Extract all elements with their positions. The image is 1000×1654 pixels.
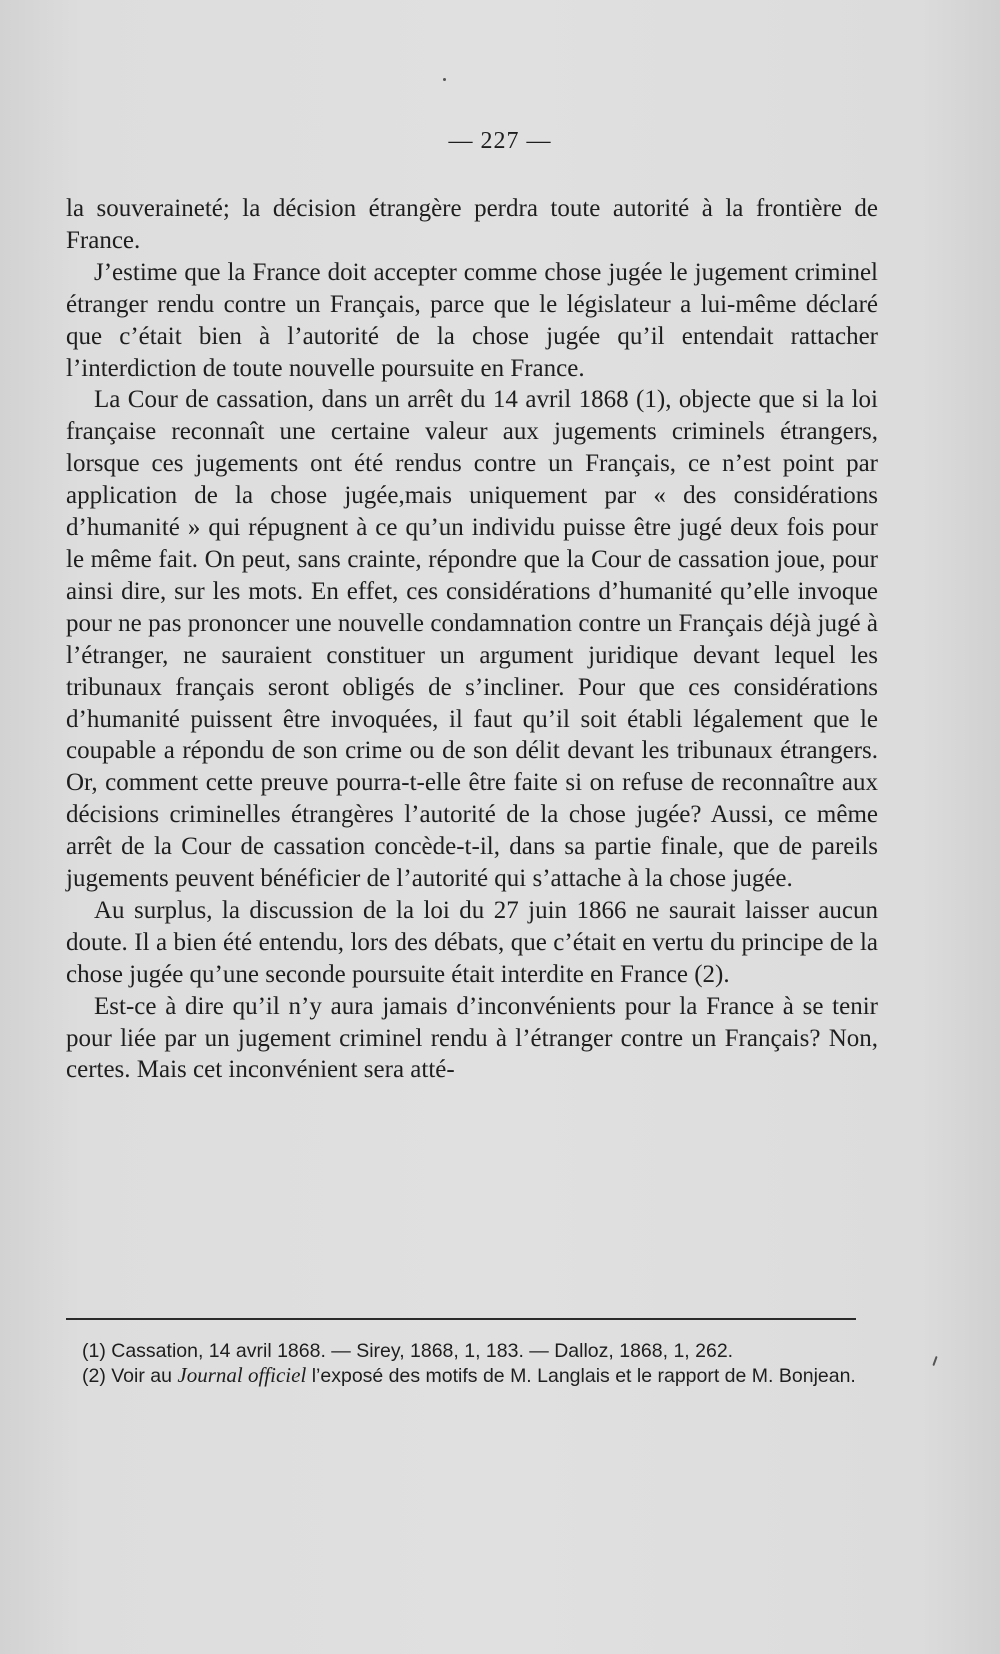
footnote-2-text: (2) Voir au xyxy=(82,1365,178,1387)
body-text xyxy=(66,193,878,1086)
footnotes xyxy=(66,1339,866,1388)
footnote-2 xyxy=(66,1363,866,1388)
footnote-2-italic: Journal officiel xyxy=(177,1363,307,1387)
footnote-2-text-end: l’exposé des motifs de M. Langlais et le rapport de M. Bonjean. xyxy=(306,1365,856,1387)
page-number: — 227 — xyxy=(448,128,552,154)
paragraph: Au surplus, la discussion de la loi du 27 juin 1866 ne saurait laisser aucun doute. Il a bien été entendu, lors des débats, que c’était en vertu du principe de la chose jugée qu’une seconde poursuite était interdite en France (2). xyxy=(66,896,878,988)
footnote-divider xyxy=(66,1318,856,1320)
paper-speck xyxy=(932,1356,937,1366)
paragraph: Est-ce à dire qu’il n’y aura jamais d’inconvénients pour la France à se tenir pour liée par un jugement criminel rendu à l’étranger contre un Français? Non, certes. Mais cet inconvénient sera atté- xyxy=(66,992,878,1084)
paragraph-continuation: la souveraineté; la décision étrangère perdra toute autorité à la frontière de France. xyxy=(66,195,878,254)
footnote-1: (1) Cassation, 14 avril 1868. — Sirey, 1868, 1, 183. — Dalloz, 1868, 1, 262. xyxy=(82,1340,734,1362)
paragraph: La Cour de cassation, dans un arrêt du 14 avril 1868 (1), objecte que si la loi française reconnaît une certaine valeur aux jugements criminels étrangers, lorsque ces jugements ont été rendus contre un Français, ce n’est point par application de la chose jugée,mais uniquement par « des considérations d’humanité » qui répugnent à ce qu’un individu puisse être jugé deux fois pour le même fait. On peut, sans crainte, répondre que la Cour de cassation joue, pour ainsi dire, sur les mots. En effet, ces considérations d’humanité qu’elle invoque pour ne pas prononcer une nouvelle condamnation contre un Français déjà jugé à l’étranger, ne sauraient constituer un argument juridique devant lequel les tribunaux français seront obligés de s’incliner. Pour que ces considérations d’humanité puissent être invoquées, il faut qu’il soit établi légalement que le coupable a répondu de son crime ou de son délit devant les tribunaux étrangers. Or, comment cette preuve pourra-t-elle être faite si on refuse de reconnaître aux décisions criminelles étrangères l’autorité de la chose jugée? Aussi, ce même arrêt de la Cour de cassation concède-t-il, dans sa partie finale, que de pareils jugements peuvent bénéficier de l’autorité qui s’attache à la chose jugée. xyxy=(66,386,878,893)
paragraph: J’estime que la France doit accepter comme chose jugée le jugement criminel étranger rendu contre un Français, parce que le législateur a lui-même déclaré que c’était bien à l’autorité de la chose jugée qu’il entendait rattacher l’interdiction de toute nouvelle poursuite en France. xyxy=(66,258,878,382)
paper-speck xyxy=(443,78,446,81)
